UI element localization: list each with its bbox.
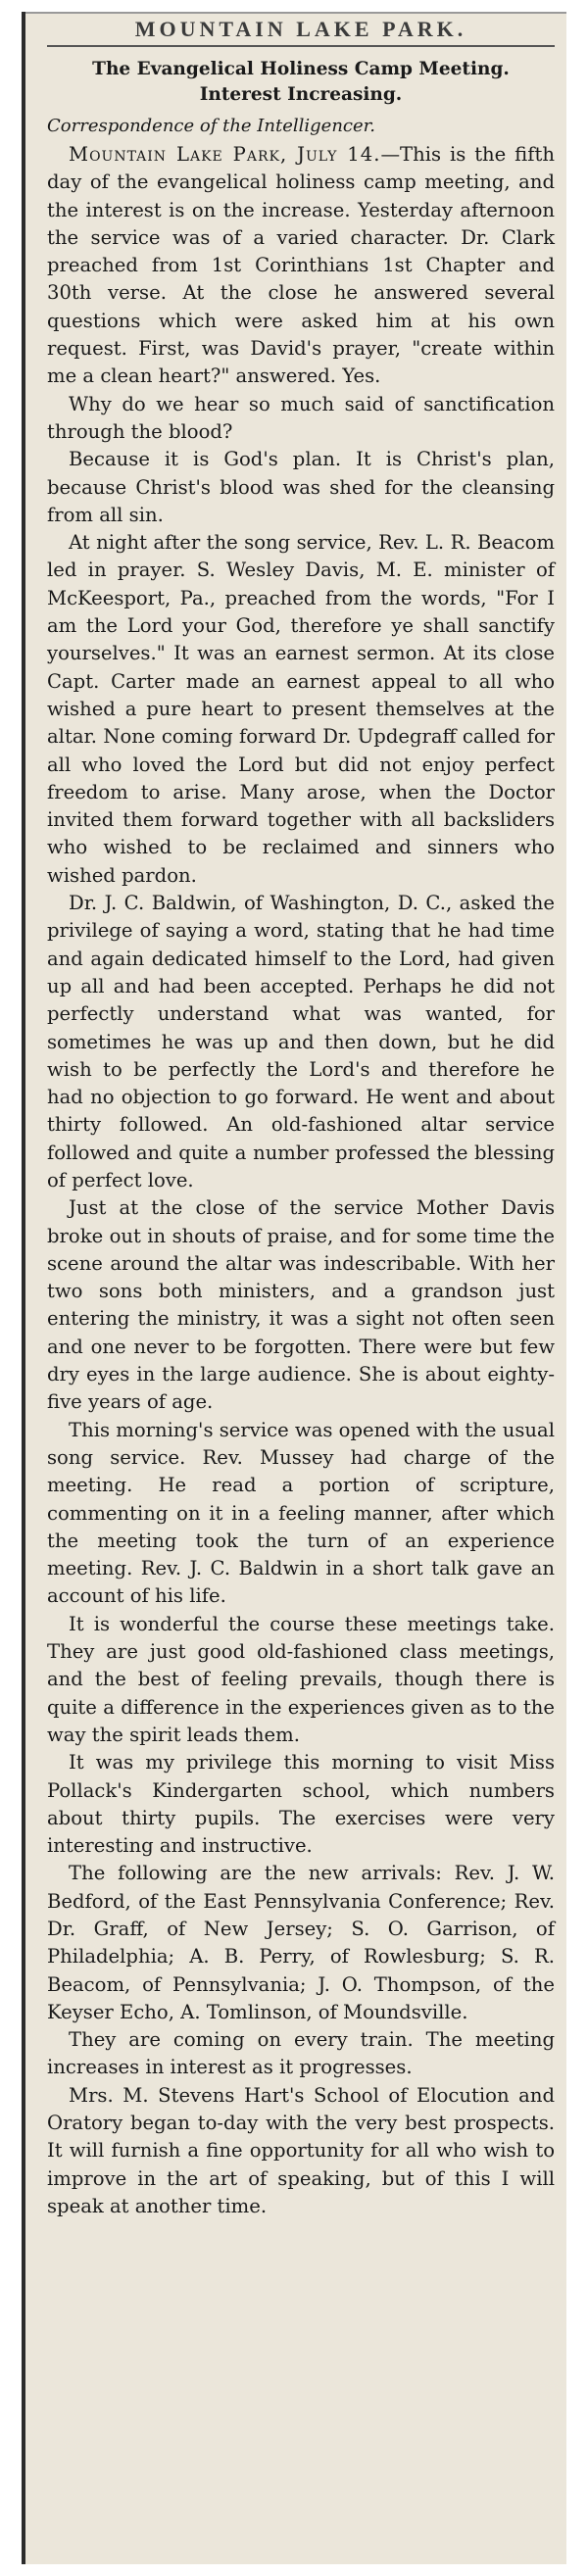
paragraph-8: It is wonderful the course these meetings take. They are just good old-fashioned class meetings, and the best of feeling prevails, though there is quite a difference in the experiences given as to the way the spirit leads them. (47, 1612, 555, 1746)
article (47, 16, 555, 2220)
paragraph-10: The following are the new arrivals: Rev. J. W. Bedford, of the East Pennsylvania Conference; Rev. Dr. Graff, of New Jersey; S. O. Garrison, of Philadelphia; A. B. Perry, of Rowlesburg; S. R. Beacom, of Pennsylvania; J. O. Thompson, of the Keyser Echo, A. Tomlinson, of Moundsville. (47, 1862, 555, 2023)
correspondence-line: Correspondence of the Intelligencer. (47, 116, 376, 136)
paragraph-2: Why do we hear so much said of sanctification through the blood? (47, 392, 555, 443)
headline-line-2: Interest Increasing. (199, 84, 403, 105)
paragraph-9: It was my privilege this morning to visit Miss Pollack's Kindergarten school, which numbers about thirty pupils. The exercises were very interesting and instructive. (47, 1751, 555, 1858)
paragraph-5: Dr. J. C. Baldwin, of Washington, D. C., asked the privilege of saying a word, stating that he had time and again dedicated himself to the Lord, had given up all and had been accepted. Perhaps he did not perfectly understand what was wanted, for sometimes he was up and then down, but he did wish to be perfectly the Lord's and therefore he had no objection to go forward. He went and about thirty followed. An old-fashioned altar service followed and quite a number professed the blessing of perfect love. (47, 892, 555, 1191)
paragraph-1 (47, 141, 555, 391)
paragraph-11: They are coming on every train. The meeting increases in interest as it progresses. (47, 2028, 555, 2079)
dateline: Mountain Lake Park, July 14. (69, 143, 381, 166)
paragraph-12: Mrs. M. Stevens Hart's School of Elocution and Oratory began to-day with the very best prospects. It will furnish a fine opportunity for all who wish to improve in the art of speaking, but of this I will speak at another time. (47, 2083, 555, 2217)
paragraph-7: This morning's service was opened with the usual song service. Rev. Mussey had charge of the meeting. He read a portion of scripture, commenting on it in a feeling manner, after which the meeting took the turn of an experience meeting. Rev. J. C. Baldwin in a short talk gave an account of his life. (47, 1418, 555, 1608)
paragraph-4: At night after the song service, Rev. L. R. Beacom led in prayer. S. Wesley Davis, M. E. minister of McKeesport, Pa., preached from the words, "For I am the Lord your God, therefore ye shall sanctify yourselves." It was an earnest sermon. At its close Capt. Carter made an earnest appeal to all who wished a pure heart to present themselves at the altar. None coming forward Dr. Updegraff called for all who loved the Lord but did not enjoy perfect freedom to arise. Many arose, when the Doctor invited them forward together with all backsliders who wished to be reclaimed and sinners who wished pardon. (47, 531, 555, 887)
masthead: MOUNTAIN LAKE PARK. (134, 17, 467, 41)
headline-line-1: The Evangelical Holiness Camp Meeting. (92, 59, 510, 79)
paragraph-3: Because it is God's plan. It is Christ's plan, because Christ's blood was shed for the cleansing from all sin. (47, 448, 555, 526)
masthead-rule (47, 45, 555, 47)
top-rule (22, 12, 566, 14)
paragraph-1-text: —This is the fifth day of the evangelical holiness camp meeting, and the interest is on the increase. Yesterday afternoon the service was of a varied character. Dr. Clark preached from 1st Corinthians 1st Chapter and 30th verse. At the close he answered several questions which were asked him at his own request. First, was David's prayer, "create within me a clean heart?" answered. Yes. (47, 143, 555, 388)
newspaper-clipping (22, 12, 566, 2564)
column-left-rule (22, 12, 25, 2564)
paragraph-6: Just at the close of the service Mother Davis broke out in shouts of praise, and for some time the scene around the altar was indescribable. With her two sons both ministers, and a grandson just entering the ministry, it was a sight not often seen and one never to be forgotten. There were but few dry eyes in the large audience. She is about eighty-five years of age. (47, 1196, 555, 1414)
